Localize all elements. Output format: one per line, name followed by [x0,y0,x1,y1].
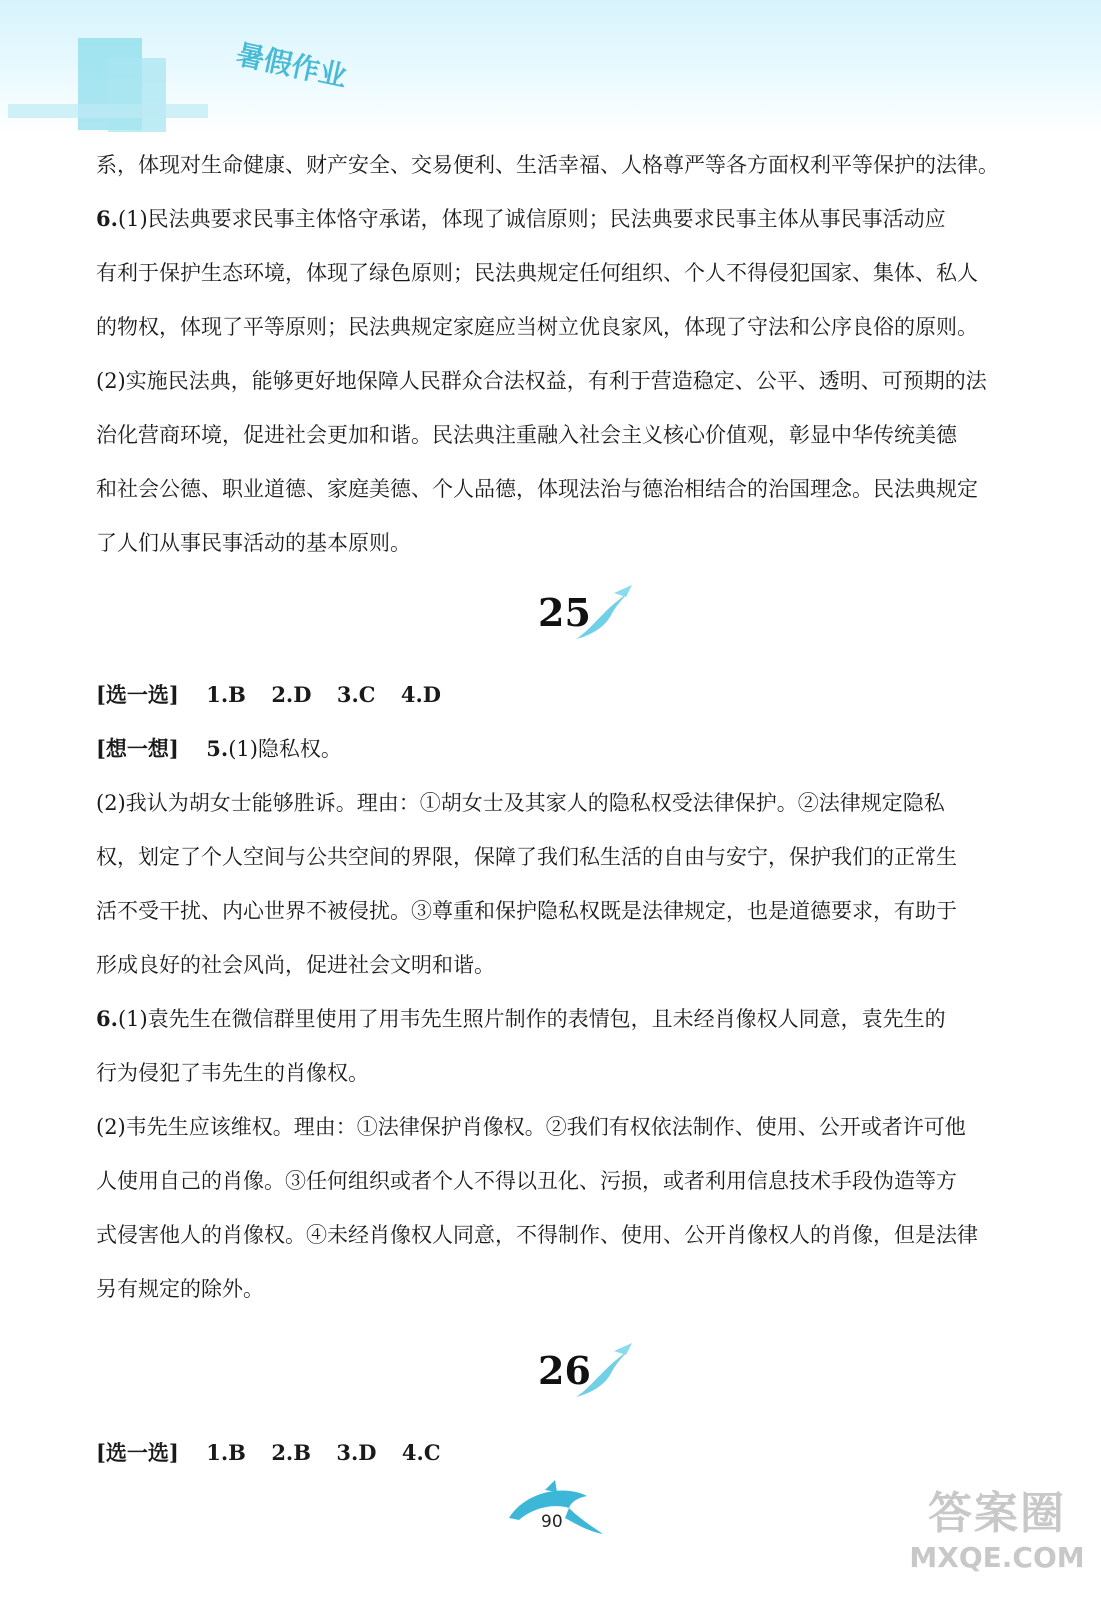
header-title: 暑假作业 [233,37,350,94]
text-line: 治化营商环境，促进社会更加和谐。民法典注重融入社会主义核心价值观，彰显中华传统美德 [96,423,957,447]
think-line [96,722,1026,776]
section-26-content [96,1426,1026,1480]
answer: 2.B [271,1440,311,1465]
text-line [96,992,1026,1046]
dolphin-icon [570,1341,640,1401]
text-line: 权，划定了个人空间与公共空间的界限，保障了我们私生活的自由与安宁，保护我们的正常生 [96,845,957,869]
watermark [902,1488,1092,1593]
section-25-content [96,668,1026,1316]
text-line: (2)我认为胡女士能够胜诉。理由：①胡女士及其家人的隐私权受法律保护。②法律规定隐私 [96,791,945,815]
text-line: 行为侵犯了韦先生的肖像权。 [96,1061,369,1085]
watermark-text: 答案圈 [928,1488,1066,1539]
answer: 3.D [336,1440,377,1465]
text-line: 系，体现对生命健康、财产安全、交易便利、生活幸福、人格尊严等各方面权利平等保护的法律。 [96,153,999,177]
answer: 4.C [401,1440,441,1465]
text-line: (2)韦先生应该维权。理由：①法律保护肖像权。②我们有权依法制作、使用、公开或者许可他 [96,1115,966,1139]
answer-content [96,138,1026,570]
text-span: (1)袁先生在微信群里使用了用韦先生照片制作的表情包，且未经肖像权人同意，袁先生的 [117,1007,946,1031]
choose-label: [选一选] [96,682,179,707]
think-label: [想一想] [96,736,179,761]
text-line: 了人们从事民事活动的基本原则。 [96,531,411,555]
text-span: (1)隐私权。 [228,737,342,761]
dolphin-icon [570,583,640,643]
header-decoration [8,104,208,118]
answer: 4.D [400,682,441,707]
choose-answers-line [96,1426,1026,1480]
text-line: 有利于保护生态环境，体现了绿色原则；民法典规定任何组织、个人不得侵犯国家、集体、私人 [96,261,978,285]
question-number: 5. [206,736,229,761]
answer: 1.B [206,682,246,707]
page-number: 90 [541,1512,563,1532]
text-line [96,192,1026,246]
section-number: 25 [538,590,591,635]
question-number: 6. [96,1006,118,1031]
answer: 2.D [271,682,312,707]
header-banner [0,0,1101,135]
watermark-url: MXQE.COM [909,1541,1085,1574]
text-line: 人使用自己的肖像。③任何组织或者个人不得以丑化、污损，或者利用信息技术手段伪造等方 [96,1169,957,1193]
question-number: 6. [96,206,118,231]
header-decoration [108,58,166,132]
section-number: 26 [538,1348,591,1393]
choose-answers-line [96,668,1026,722]
text-line: 另有规定的除外。 [96,1277,264,1301]
text-line: (2)实施民法典，能够更好地保障人民群众合法权益，有利于营造稳定、公平、透明、可预期的法 [96,369,987,393]
text-line: 式侵害他人的肖像权。④未经肖像权人同意，不得制作、使用、公开肖像权人的肖像，但是法律 [96,1223,978,1247]
text-line: 形成良好的社会风尚，促进社会文明和谐。 [96,953,495,977]
text-line: 的物权，体现了平等原则；民法典规定家庭应当树立优良家风，体现了守法和公序良俗的原则。 [96,315,978,339]
choose-label: [选一选] [96,1440,179,1465]
answer: 1.B [206,1440,246,1465]
answer: 3.C [336,682,376,707]
text-line: 活不受干扰、内心世界不被侵扰。③尊重和保护隐私权既是法律规定，也是道德要求，有助于 [96,899,957,923]
text-line: 和社会公德、职业道德、家庭美德、个人品德，体现法治与德治相结合的治国理念。民法典规定 [96,477,978,501]
text-span: (1)民法典要求民事主体恪守承诺，体现了诚信原则；民法典要求民事主体从事民事活动应 [117,207,946,231]
